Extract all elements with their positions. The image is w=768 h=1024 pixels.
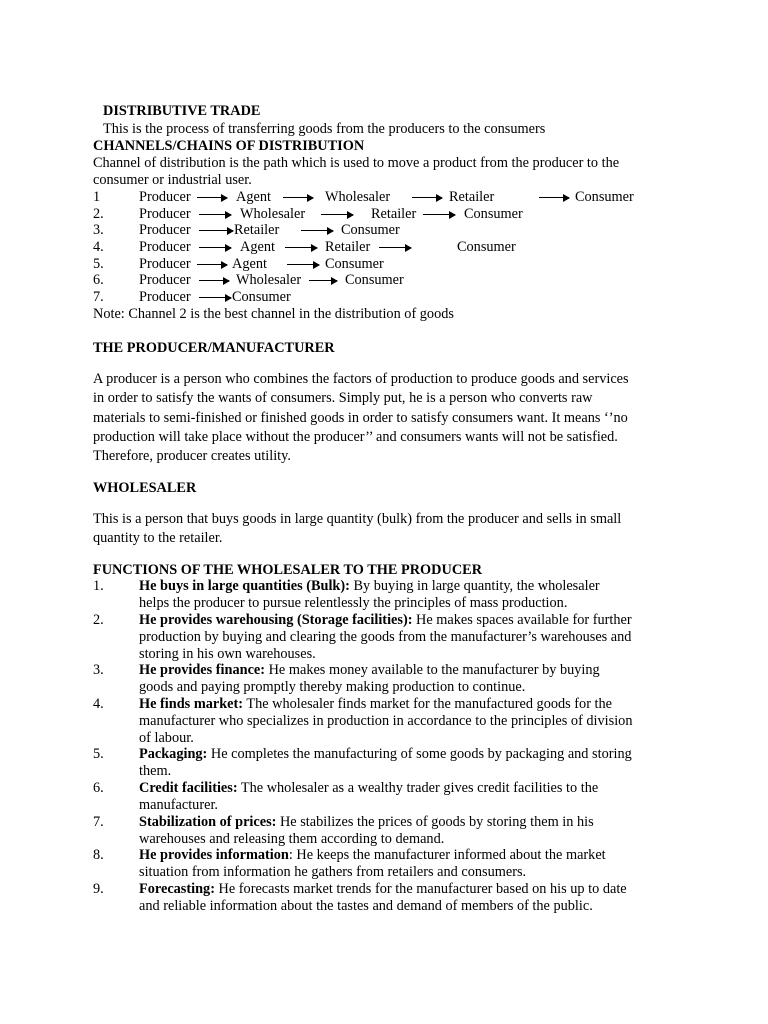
functions-heading: FUNCTIONS OF THE WHOLESALER TO THE PRODUCER xyxy=(93,562,483,578)
function-term: Stabilization of prices: xyxy=(139,814,277,830)
channel-row-1 xyxy=(93,189,683,206)
wholesaler-paragraph xyxy=(93,510,683,549)
function-term: He finds market: xyxy=(139,696,244,712)
function-term: He provides warehousing (Storage facilities): xyxy=(139,612,413,628)
channel-number: 4. xyxy=(93,239,104,255)
function-text: By buying in large quantity, the wholesaler xyxy=(349,578,600,594)
paragraph-line: Therefore, producer creates utility. xyxy=(93,448,291,465)
arrow-icon xyxy=(539,197,569,198)
channel-number: 3. xyxy=(93,222,104,238)
arrow-icon xyxy=(199,214,231,215)
channel-stage: Retailer xyxy=(449,189,495,205)
function-number: 7. xyxy=(93,814,104,830)
function-number: 1. xyxy=(93,578,104,594)
channel-stage: Producer xyxy=(139,206,191,222)
channel-row-4 xyxy=(93,239,683,256)
function-text: The wholesaler as a wealthy trader gives credit facilities to the xyxy=(237,780,599,796)
function-number: 2. xyxy=(93,612,104,628)
channel-row-5 xyxy=(93,256,683,273)
channels-heading: CHANNELS/CHAINS OF DISTRIBUTION xyxy=(93,138,365,154)
channel-number: 7. xyxy=(93,289,104,305)
arrow-icon xyxy=(199,297,231,298)
function-text: He stabilizes the prices of goods by storing them in his xyxy=(276,814,594,830)
channel-stage: Agent xyxy=(240,239,275,255)
channel-stage: Producer xyxy=(139,189,191,205)
arrow-icon xyxy=(423,214,455,215)
channel-stage: Consumer xyxy=(341,222,400,238)
channel-stage: Producer xyxy=(139,239,191,255)
function-text: storing in his own warehouses. xyxy=(139,646,316,662)
producer-paragraph xyxy=(93,370,683,466)
channel-stage: Consumer xyxy=(457,239,516,255)
channels-definition-line-1: Channel of distribution is the path which is used to move a product from the producer to the xyxy=(93,155,620,171)
paragraph-line: in order to satisfy the wants of consumers. Simply put, he is a person who converts raw xyxy=(93,390,593,407)
function-text: He forecasts market trends for the manufacturer based on his up to date xyxy=(214,881,627,897)
channel-note: Note: Channel 2 is the best channel in the distribution of goods xyxy=(93,306,454,322)
paragraph-line: production will take place without the producer’’ and consumers wants will not be satisfied. xyxy=(93,428,618,445)
paragraph-line: A producer is a person who combines the factors of production to produce goods and services xyxy=(93,371,629,387)
producer-heading: THE PRODUCER/MANUFACTURER xyxy=(93,340,335,356)
function-number: 5. xyxy=(93,746,104,762)
function-number: 8. xyxy=(93,847,104,863)
function-text: He makes spaces available for further xyxy=(412,612,632,628)
channel-row-7 xyxy=(93,289,683,306)
channel-stage: Wholesaler xyxy=(236,272,302,288)
function-text: and reliable information about the tastes and demand of members of the public. xyxy=(139,898,593,914)
arrow-icon xyxy=(379,247,411,248)
function-number: 9. xyxy=(93,881,104,897)
function-term: He buys in large quantities (Bulk): xyxy=(139,578,350,594)
function-term: Packaging: xyxy=(139,746,208,762)
channel-stage: Retailer xyxy=(234,222,280,238)
channel-stage: Retailer xyxy=(371,206,417,222)
channel-stage: Consumer xyxy=(325,256,384,272)
function-term: He provides finance: xyxy=(139,662,266,678)
function-number: 6. xyxy=(93,780,104,796)
paragraph-line: quantity to the retailer. xyxy=(93,530,223,547)
document-title: DISTRIBUTIVE TRADE xyxy=(103,103,261,119)
function-text: situation from information he gathers from retailers and consumers. xyxy=(139,864,527,880)
channel-stage: Agent xyxy=(232,256,267,272)
channel-stage: Producer xyxy=(139,222,191,238)
channel-stage: Consumer xyxy=(232,289,291,305)
intro-text: This is the process of transferring goods from the producers to the consumers xyxy=(103,121,546,137)
function-text: production by buying and clearing the goods from the manufacturer’s warehouses and xyxy=(139,629,632,645)
arrow-icon xyxy=(321,214,353,215)
function-text: The wholesaler finds market for the manufactured goods for the xyxy=(243,696,612,712)
channel-stage: Consumer xyxy=(464,206,523,222)
channel-row-3 xyxy=(93,222,683,239)
arrow-icon xyxy=(285,247,317,248)
channel-number: 2. xyxy=(93,206,104,222)
function-text: of labour. xyxy=(139,730,194,746)
function-term: He provides information xyxy=(139,847,289,863)
function-text: He completes the manufacturing of some goods by packaging and storing xyxy=(207,746,632,762)
channel-stage: Producer xyxy=(139,289,191,305)
function-text: helps the producer to pursue relentlessly the principles of mass production. xyxy=(139,595,568,611)
channel-stage: Producer xyxy=(139,272,191,288)
channel-stage: Consumer xyxy=(575,189,634,205)
arrow-icon xyxy=(309,280,337,281)
arrow-icon xyxy=(199,230,233,231)
function-text: He makes money available to the manufacturer by buying xyxy=(265,662,600,678)
function-text: them. xyxy=(139,763,172,779)
arrow-icon xyxy=(412,197,442,198)
function-number: 3. xyxy=(93,662,104,678)
function-term: Forecasting: xyxy=(139,881,215,897)
function-term: Credit facilities: xyxy=(139,780,238,796)
channel-stage: Consumer xyxy=(345,272,404,288)
function-text: manufacturer. xyxy=(139,797,218,813)
channel-stage: Wholesaler xyxy=(325,189,391,205)
arrow-icon xyxy=(283,197,313,198)
function-text: goods and paying promptly thereby making production to continue. xyxy=(139,679,526,695)
paragraph-line: This is a person that buys goods in large quantity (bulk) from the producer and sells in small xyxy=(93,511,622,527)
function-text: : He keeps the manufacturer informed about the market xyxy=(288,847,606,863)
arrow-icon xyxy=(199,280,229,281)
arrow-icon xyxy=(301,230,333,231)
arrow-icon xyxy=(287,264,319,265)
channel-stage: Agent xyxy=(236,189,271,205)
channel-row-6 xyxy=(93,272,683,289)
function-text: warehouses and releasing them according to demand. xyxy=(139,831,445,847)
function-number: 4. xyxy=(93,696,104,712)
channel-stage: Retailer xyxy=(325,239,371,255)
channels-definition-line-2: consumer or industrial user. xyxy=(93,172,252,188)
channel-number: 1 xyxy=(93,189,101,205)
wholesaler-heading: WHOLESALER xyxy=(93,480,197,496)
channel-number: 5. xyxy=(93,256,104,272)
paragraph-line: materials to semi-finished or finished goods in order to satisfy consumers want. It means ‘’no xyxy=(93,409,628,426)
arrow-icon xyxy=(197,264,227,265)
function-text: manufacturer who specializes in production in accordance to the principles of division xyxy=(139,713,633,729)
channel-number: 6. xyxy=(93,272,104,288)
arrow-icon xyxy=(197,197,227,198)
arrow-icon xyxy=(199,247,231,248)
channel-stage: Wholesaler xyxy=(240,206,306,222)
channel-stage: Producer xyxy=(139,256,191,272)
channel-row-2 xyxy=(93,206,683,223)
